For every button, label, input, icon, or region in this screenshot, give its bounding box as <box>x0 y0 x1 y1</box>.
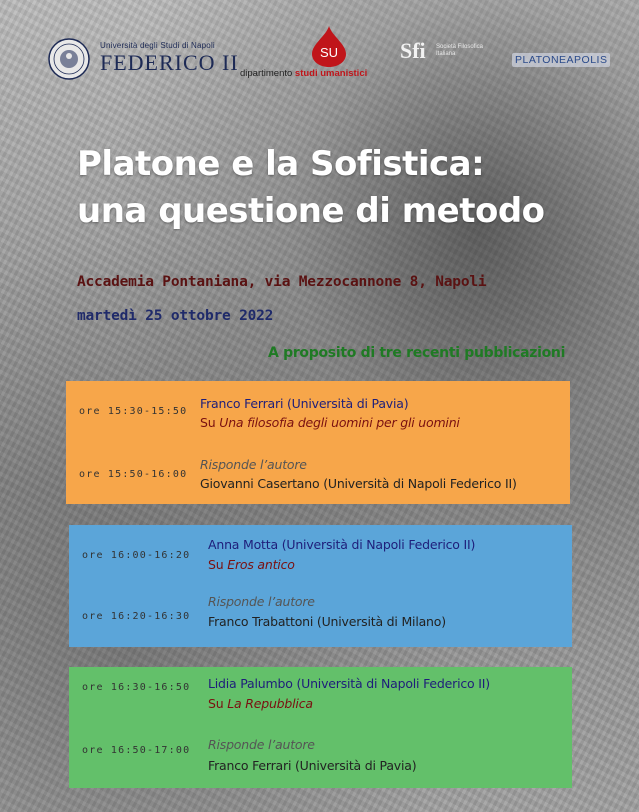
unina-logo <box>48 38 239 84</box>
platoneapolis-text: PLATONEAPOLIS <box>512 53 610 67</box>
session-block-1 <box>66 381 570 504</box>
session-speaker: Franco Ferrari (Università di Pavia) <box>200 396 409 411</box>
logo-bar <box>0 20 639 90</box>
event-venue: Accademia Pontaniana, via Mezzocannone 8, Napoli <box>77 274 487 290</box>
response-time: ore 16:20-16:30 <box>82 611 191 622</box>
title-line-2: una questione di metodo <box>77 191 545 231</box>
session-book <box>200 415 460 430</box>
dsu-mark: SU <box>319 45 339 60</box>
dsu-logo <box>240 24 380 88</box>
session-speaker: Lidia Palumbo (Università di Napoli Federico II) <box>208 676 490 691</box>
response-author: Franco Trabattoni (Università di Milano) <box>208 614 446 629</box>
university-seal-icon <box>48 38 90 80</box>
session-book <box>208 696 313 711</box>
dsu-text <box>240 68 367 79</box>
response-label: Risponde l’autore <box>208 594 315 609</box>
unina-big-text: FEDERICO II <box>100 50 239 75</box>
response-author: Giovanni Casertano (Università di Napoli Federico II) <box>200 476 517 491</box>
platoneapolis-logo <box>512 54 639 74</box>
response-label: Risponde l’autore <box>208 737 315 752</box>
event-date: martedì 25 ottobre 2022 <box>77 308 274 324</box>
session-time: ore 16:00-16:20 <box>82 550 191 561</box>
session-time: ore 16:30-16:50 <box>82 682 191 693</box>
sfi-mark: Sfi <box>400 38 426 63</box>
session-speaker: Anna Motta (Università di Napoli Federico II) <box>208 537 476 552</box>
dsu-studi: studi umanistici <box>294 68 368 79</box>
dsu-dipartimento: dipartimento <box>240 68 293 79</box>
su-prefix: Su <box>200 415 216 430</box>
sfi-subtext: Società Filosofica Italiana <box>436 44 484 57</box>
session-book <box>208 557 295 572</box>
response-time: ore 16:50-17:00 <box>82 745 191 756</box>
su-prefix: Su <box>208 557 224 572</box>
unina-small-text: Università degli Studi di Napoli <box>100 41 215 50</box>
response-label: Risponde l’autore <box>200 457 307 472</box>
book-title: Una filosofia degli uomini per gli uomini <box>219 415 460 430</box>
session-block-2 <box>69 525 572 647</box>
dsu-drop-icon <box>308 24 350 68</box>
event-title <box>77 141 597 235</box>
response-author: Franco Ferrari (Università di Pavia) <box>208 758 417 773</box>
response-time: ore 15:50-16:00 <box>79 469 188 480</box>
su-prefix: Su <box>208 696 224 711</box>
event-subtitle: A proposito di tre recenti pubblicazioni <box>268 345 566 361</box>
title-line-1: Platone e la Sofistica: <box>77 144 485 184</box>
book-title: Eros antico <box>227 557 295 572</box>
session-block-3 <box>69 667 572 788</box>
session-time: ore 15:30-15:50 <box>79 406 188 417</box>
sfi-logo <box>400 38 490 86</box>
book-title: La Repubblica <box>227 696 313 711</box>
